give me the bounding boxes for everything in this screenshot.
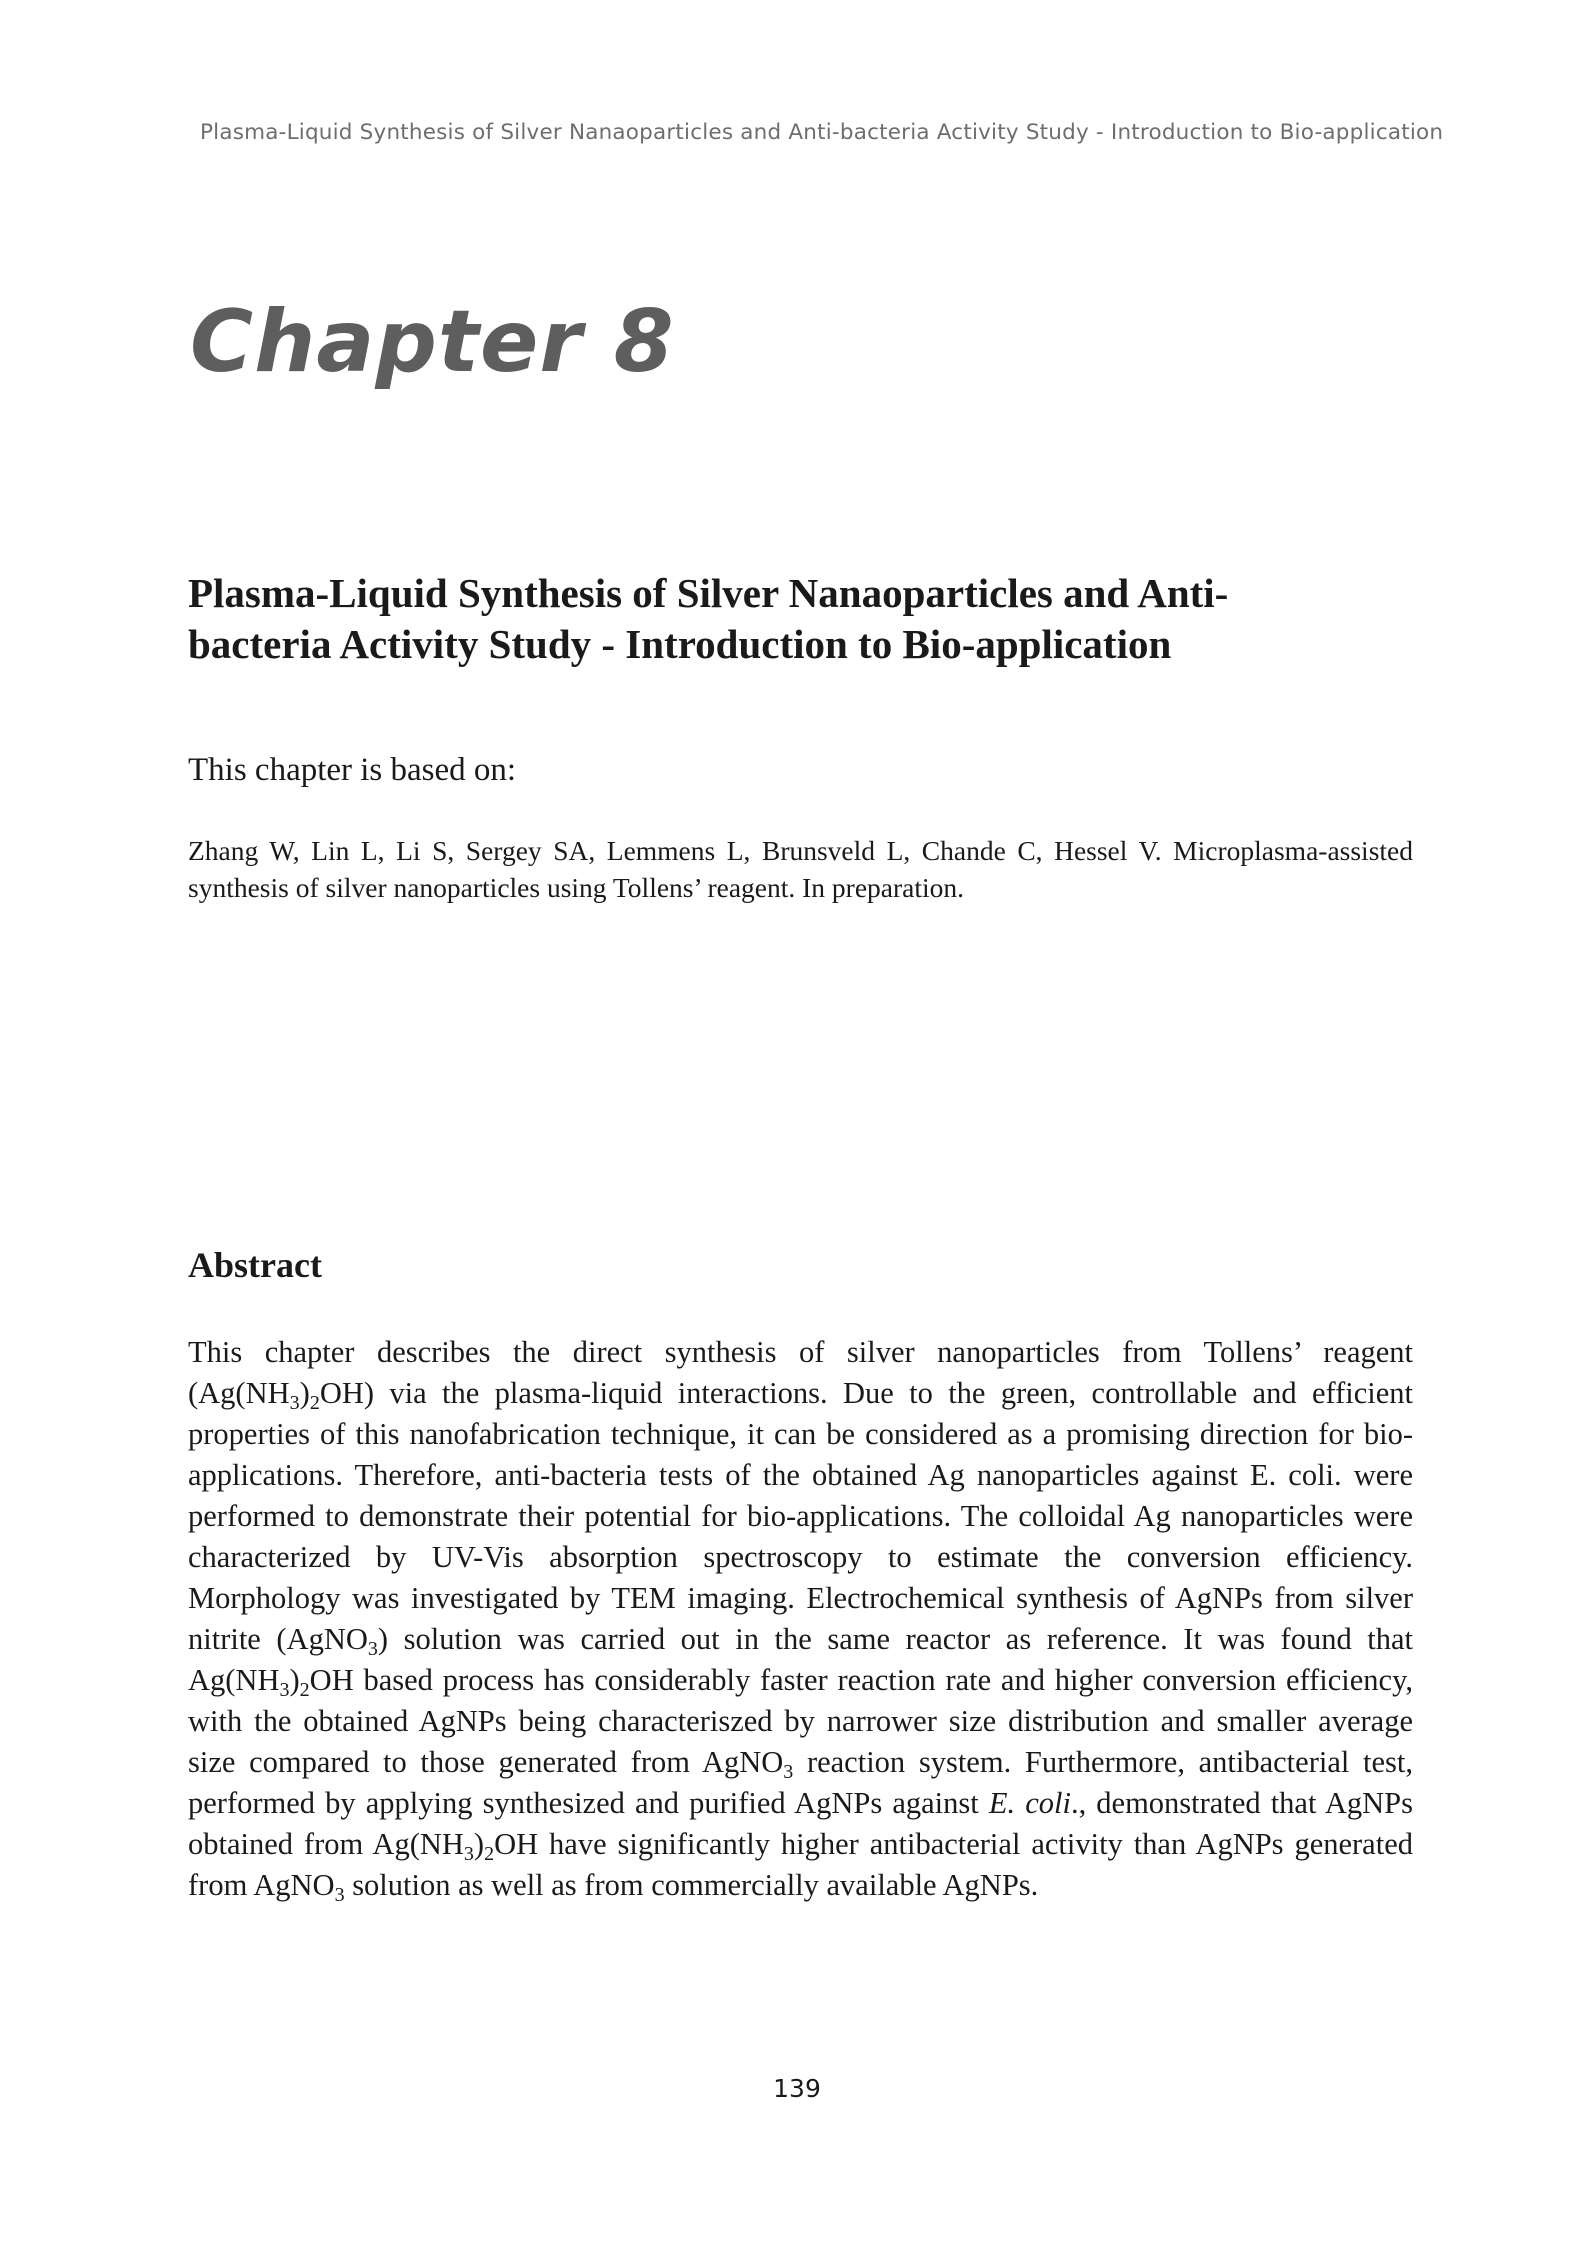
subscript: 3: [279, 1679, 290, 1701]
subscript: 2: [484, 1843, 495, 1865]
abstract-text: OH have significantly higher antibacterial activity than AgNPs generated from AgNO: [188, 1827, 1413, 1902]
based-on-label: This chapter is based on:: [188, 752, 517, 788]
abstract-text: OH based process has considerably faster reaction rate and higher conversion efficiency, with the obtained AgNPs being characteriszed by narrower size distribution and smaller average size compared to those generated from AgNO: [188, 1663, 1413, 1779]
abstract-text: reaction system. Furthermore, antibacterial test, performed by applying synthesized and purified AgNPs against: [188, 1745, 1413, 1820]
abstract-paragraph: [188, 1332, 1413, 1906]
abstract-text: ): [289, 1663, 300, 1697]
page-number: 139: [773, 2074, 821, 2103]
abstract-text: This chapter describes the direct synthesis of silver nanoparticles from Tollens’ reagent (Ag(NH: [188, 1335, 1413, 1410]
abstract-text: solution as well as from commercially available AgNPs.: [344, 1868, 1039, 1902]
subscript: 3: [463, 1843, 474, 1865]
abstract-text: OH) via the plasma-liquid interactions. Due to the green, controllable and efficient properties of this nanofabrication technique, it can be considered as a promising direction for bio-applications. Therefore, anti-bacteria tests of the obtained Ag nanoparticles against E. coli. were performed to demonstrate their potential for bio-applications. The colloidal Ag nanoparticles were characterized by UV-Vis absorption spectroscopy to estimate the conversion efficiency. Morphology was investigated by TEM imaging. Electrochemical synthesis of AgNPs from silver nitrite (AgNO: [188, 1376, 1413, 1656]
subscript: 3: [367, 1638, 378, 1660]
subscript: 3: [334, 1884, 345, 1906]
source-citation: Zhang W, Lin L, Li S, Sergey SA, Lemmens L, Brunsveld L, Chande C, Hessel V. Microplasma-assisted synthesis of silver nanoparticles using Tollens’ reagent. In preparation.: [188, 835, 1413, 903]
subscript: 2: [309, 1392, 320, 1414]
subscript: 2: [299, 1679, 310, 1701]
running-header: Plasma-Liquid Synthesis of Silver Nanaoparticles and Anti-bacteria Activity Study - Introduction to Bio-application: [200, 120, 1444, 145]
abstract-heading: Abstract: [188, 1245, 322, 1285]
abstract-text: ): [473, 1827, 485, 1861]
abstract-text: ., demonstrated that AgNPs obtained from Ag(NH: [188, 1786, 1414, 1861]
chapter-label: Chapter 8: [190, 292, 675, 392]
abstract-text: ): [299, 1376, 310, 1410]
subscript: 3: [783, 1761, 794, 1783]
abstract-text: ) solution was carried out in the same reactor as reference. It was found that Ag(NH: [188, 1622, 1413, 1697]
species-name: E. coli: [988, 1786, 1071, 1820]
chapter-title: Plasma-Liquid Synthesis of Silver Nanaoparticles and Anti-bacteria Activity Study - Introduction to Bio-application: [188, 570, 1229, 667]
subscript: 3: [289, 1392, 300, 1414]
